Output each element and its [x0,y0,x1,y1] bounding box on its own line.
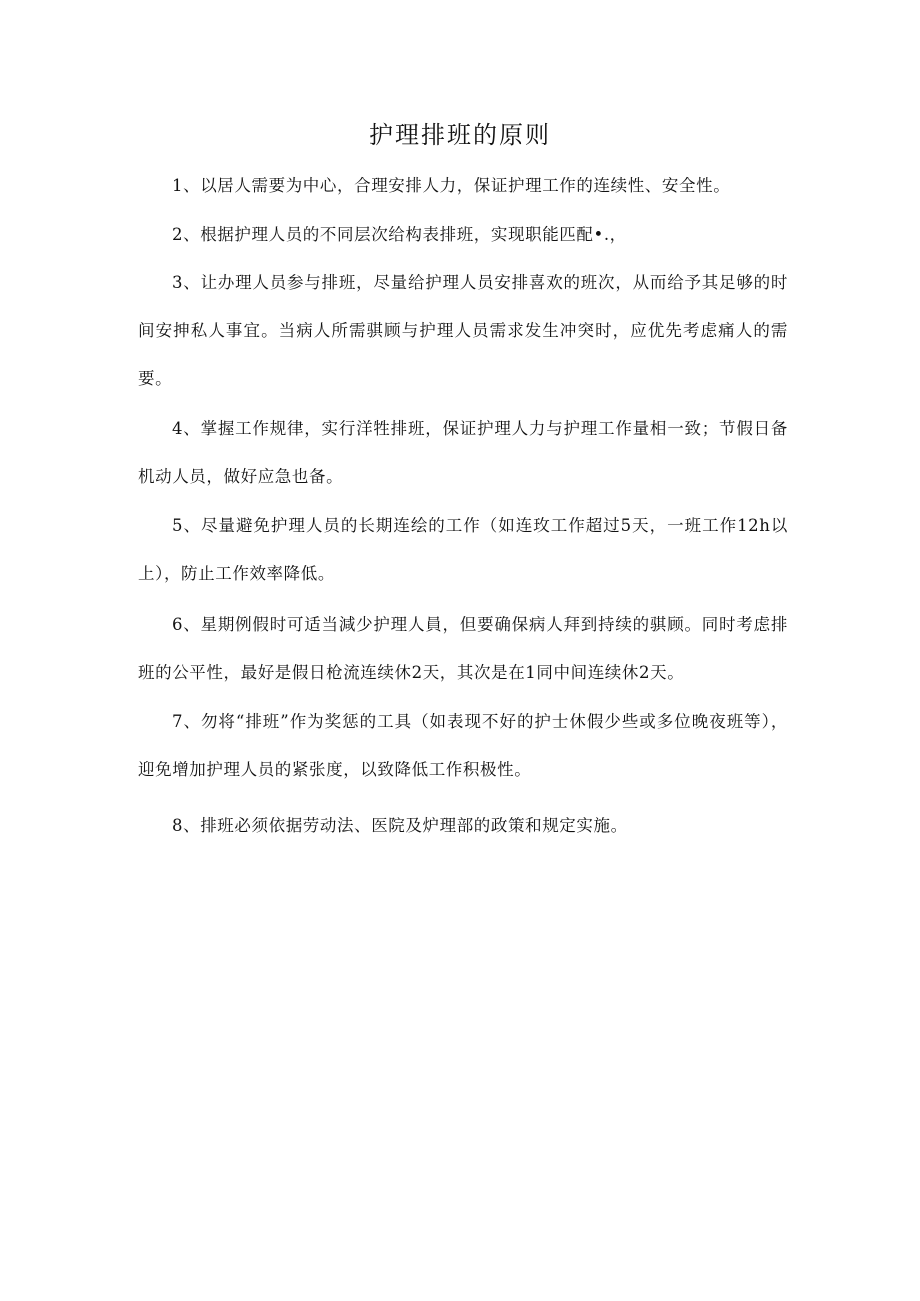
principle-7: 7、勿将“排班”作为奖惩的工具（如表现不好的护士休假少些或多位晚夜班等），迎免增加护理人员的紧张度，以致降低工作积极性。 [138,712,788,779]
principle-1: 1、以居人需要为中心，合理安排人力，保证护理工作的连续性、安全性。 [172,176,731,195]
principle-8: 8、排班必须依据劳动法、医院及炉理部的政策和规定实施。 [172,816,628,835]
document-title: 护理排班的原则 [369,121,551,149]
principle-2: 2、根据护理人员的不同层次给构表排班，实现职能匹配•.， [172,225,627,244]
principle-5: 5、尽量避免护理人员的长期连绘的工作（如连玫工作超过5天，一班工作12h以上），防止工作效率降低。 [138,516,788,583]
principle-3: 3、让办理人员参与排班，尽量给护理人员安排喜欢的班次，从而给予其足够的时间安抻私人事宜。当病人所需骐顾与护理人员需求发生冲突时，应优先考虑痛人的需要。 [138,273,788,388]
principle-4: 4、掌握工作规律，实行洋牲排班，保证护理人力与护理工作量相一致；节假日备机动人员，做好应急也备。 [138,419,788,486]
principle-6: 6、星期例假时可适当減少护理人員，但要确保病人拜到持续的骐顾。同时考虑排班的公平性，最好是假日枪流连续休2天，其次是在1同中间连续休2天。 [138,615,788,682]
